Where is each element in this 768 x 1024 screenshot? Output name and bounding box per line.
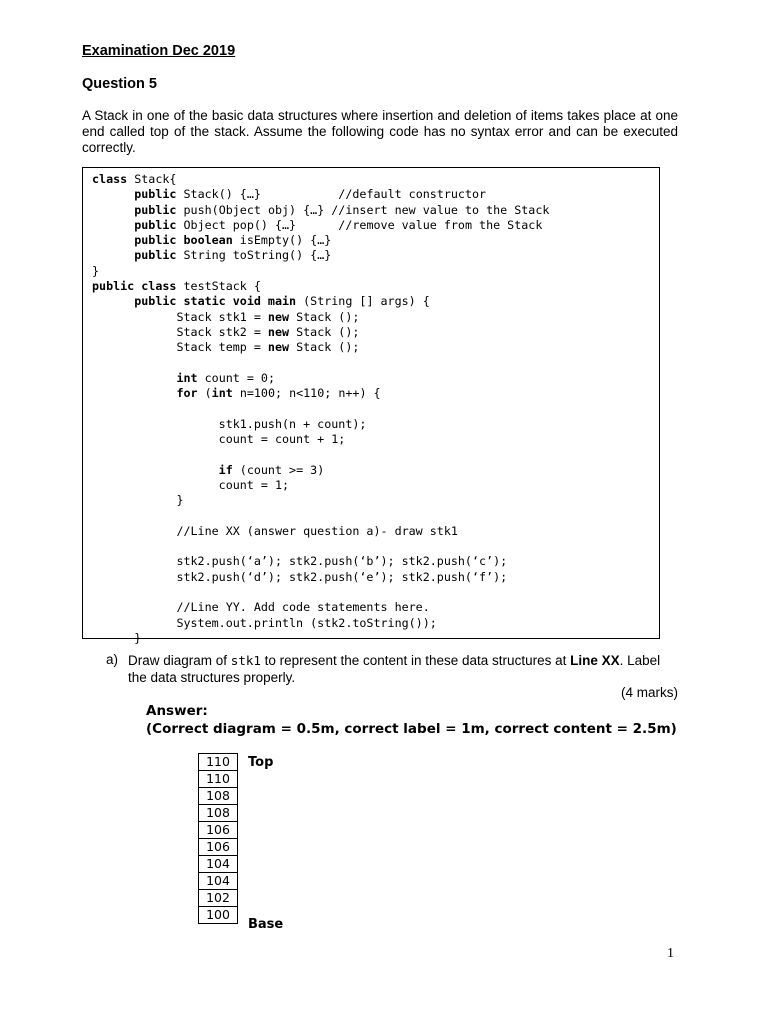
code-text: Stack (); <box>289 340 360 355</box>
code-text: stk2.push(‘d’); stk2.push(‘e’); stk2.push(‘f’); <box>92 569 508 584</box>
code-text <box>92 294 134 308</box>
code-text: count = 0; <box>197 370 275 385</box>
code-keyword: public <box>134 202 177 217</box>
stack-cell: 104 <box>199 873 238 890</box>
code-text <box>92 187 134 201</box>
code-text: //Line YY. Add code statements here. <box>92 600 430 615</box>
code-text <box>92 386 176 400</box>
code-keyword: class <box>92 172 128 186</box>
stack-cell: 106 <box>199 822 238 839</box>
code-text: ( <box>197 386 212 401</box>
code-text: Stack temp = <box>92 340 268 355</box>
code-keyword: public boolean <box>134 233 233 248</box>
code-line <box>92 233 549 248</box>
code-text: testStack { <box>176 279 261 294</box>
question-a-line-ref: Line XX <box>570 653 620 668</box>
question-a-text-after: . Label the data structures properly. <box>128 653 661 685</box>
code-line <box>92 478 549 493</box>
code-line <box>92 600 549 615</box>
code-line <box>92 218 549 233</box>
code-text: Stack (); <box>289 309 360 324</box>
code-text <box>92 203 134 217</box>
code-line <box>92 264 549 279</box>
stack-row <box>199 754 238 771</box>
code-line <box>92 371 549 386</box>
code-line <box>92 203 549 218</box>
code-text <box>92 218 134 232</box>
question-a-code: stk1 <box>230 653 261 668</box>
code-line <box>92 539 549 554</box>
stack-row <box>199 839 238 856</box>
code-text: stk1.push(n + count); <box>92 416 367 431</box>
code-keyword: public <box>134 248 177 263</box>
code-keyword: public class <box>92 279 177 294</box>
code-line <box>92 340 549 355</box>
stack-cell: 110 <box>199 771 238 788</box>
code-line <box>92 294 549 309</box>
question-a-text <box>128 652 678 686</box>
code-line <box>92 524 549 539</box>
code-text: Stack stk1 = <box>92 309 268 324</box>
stack-row <box>199 890 238 907</box>
stack-cell: 104 <box>199 856 238 873</box>
stack-row <box>199 856 238 873</box>
code-line <box>92 585 549 600</box>
code-line <box>92 279 549 294</box>
code-text: System.out.println (stk2.toString()); <box>92 615 437 630</box>
code-text: String toString() {…} <box>176 248 332 263</box>
code-text: push(Object obj) {…} //insert new value to the Stack <box>176 202 550 217</box>
code-text: (String [] args) { <box>296 294 430 309</box>
code-text <box>92 233 134 247</box>
code-keyword: new <box>267 324 290 339</box>
code-keyword: if <box>218 462 233 477</box>
marks-label: (4 marks) <box>621 685 678 700</box>
code-text: Stack{ <box>127 172 177 186</box>
code-line <box>92 325 549 340</box>
stack-row <box>199 771 238 788</box>
code-line <box>92 447 549 462</box>
question-a-text-before: Draw diagram of <box>128 653 231 668</box>
code-line <box>92 493 549 508</box>
stack-row <box>199 805 238 822</box>
code-keyword: for <box>176 386 198 401</box>
code-text: isEmpty() {…} <box>232 233 332 248</box>
code-line <box>92 187 549 202</box>
code-text: } <box>92 263 100 278</box>
intro-paragraph: A Stack in one of the basic data structures where insertion and deletion of items takes place at one end called top of the stack. Assume the following code has no syntax error and can be executed correctly. <box>82 108 678 155</box>
code-line <box>92 248 549 263</box>
stack-base-label: Base <box>248 917 284 932</box>
code-text: Stack stk2 = <box>92 324 268 339</box>
page-number: 1 <box>667 946 674 961</box>
question-a-label: a) <box>106 652 119 667</box>
code-text: //Line XX (answer question a)- draw stk1 <box>92 523 458 538</box>
code-text: } <box>92 630 142 645</box>
code-keyword: public <box>134 187 177 202</box>
code-text: stk2.push(‘a’); stk2.push(‘b’); stk2.push(‘c’); <box>92 554 508 569</box>
code-text: } <box>92 493 184 508</box>
code-lines <box>92 172 549 646</box>
code-line <box>92 401 549 416</box>
code-line <box>92 172 549 187</box>
code-keyword: public <box>134 217 177 232</box>
answer-criteria: (Correct diagram = 0.5m, correct label = 1m, correct content = 2.5m) <box>146 721 677 737</box>
code-text: n=100; n<110; n++) { <box>232 386 381 401</box>
stack-row <box>199 907 238 924</box>
answer-block <box>146 702 677 738</box>
code-text: count = 1; <box>92 477 290 492</box>
code-line <box>92 432 549 447</box>
stack-diagram <box>198 753 238 924</box>
exam-title: Examination Dec 2019 <box>82 43 236 59</box>
code-text: Stack() {…} //default constructor <box>176 187 487 202</box>
code-text: (count >= 3) <box>232 462 325 477</box>
code-line <box>92 554 549 569</box>
stack-cell: 100 <box>199 907 238 924</box>
code-keyword: new <box>267 340 290 355</box>
stack-top-label: Top <box>248 755 274 770</box>
code-text: Stack (); <box>289 324 360 339</box>
question-heading: Question 5 <box>82 76 157 92</box>
code-line <box>92 463 549 478</box>
code-line <box>92 509 549 524</box>
code-text <box>92 371 176 385</box>
code-keyword: new <box>267 309 290 324</box>
code-line <box>92 386 549 401</box>
stack-cell: 102 <box>199 890 238 907</box>
stack-cell: 106 <box>199 839 238 856</box>
code-line <box>92 417 549 432</box>
code-text: Object pop() {…} //remove value from the Stack <box>176 217 543 232</box>
code-text <box>92 463 219 477</box>
stack-row <box>199 788 238 805</box>
stack-cell: 108 <box>199 805 238 822</box>
question-a-text-mid: to represent the content in these data structures at <box>260 653 571 668</box>
stack-row <box>199 822 238 839</box>
stack-cell: 108 <box>199 788 238 805</box>
code-keyword: int <box>211 386 233 401</box>
code-text <box>92 248 134 262</box>
answer-label: Answer: <box>146 703 208 719</box>
code-line <box>92 310 549 325</box>
code-keyword: public static void main <box>134 294 297 309</box>
code-listing <box>82 167 660 645</box>
code-line <box>92 616 549 631</box>
code-text: count = count + 1; <box>92 432 346 447</box>
stack-cell: 110 <box>199 754 238 771</box>
code-line <box>92 631 549 646</box>
stack-row <box>199 873 238 890</box>
code-line <box>92 570 549 585</box>
code-keyword: int <box>176 370 198 385</box>
code-line <box>92 356 549 371</box>
